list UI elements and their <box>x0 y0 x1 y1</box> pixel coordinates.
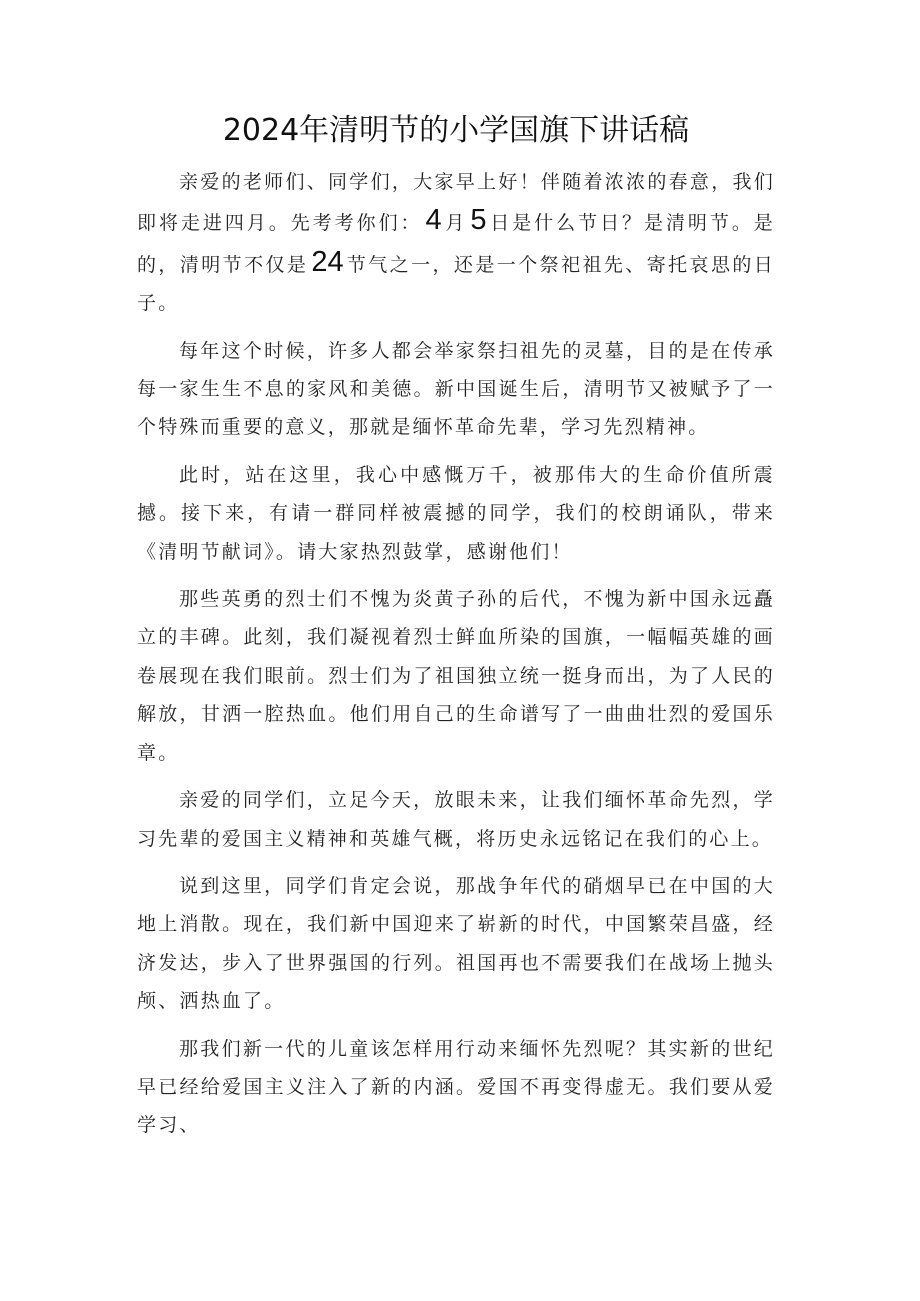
number-4: 4 <box>425 204 442 237</box>
number-5: 5 <box>470 204 487 237</box>
paragraph-6: 说到这里，同学们肯定会说，那战争年代的硝烟早已在中国的大地上消散。现在，我们新中国迎来了崭新的时代，中国繁荣昌盛，经济发达，步入了世界强国的行列。祖国再也不需要我们在战场上抛头颅、洒热血了。 <box>137 874 775 1013</box>
paragraph-3: 此时，站在这里，我心中感慨万千，被那伟大的生命价值所震撼。接下来，有请一群同样被震撼的同学，我们的校朗诵队，带来《清明节献词》。请大家热烈鼓掌，感谢他们！ <box>137 463 775 563</box>
text-span: 月 <box>444 212 468 235</box>
text-span: 亲爱的老师们、同学们，大家早上好！伴随着浓浓的春意，我们即将走进四月。先考考你们： <box>137 171 775 235</box>
paragraph-7: 那我们新一代的儿童该怎样用行动来缅怀先烈呢？其实新的世纪早已经给爱国主义注入了新的内涵。爱国不再变得虚无。我们要从爱学习、 <box>137 1037 775 1137</box>
number-24: 24 <box>311 245 344 278</box>
document-title: 2024年清明节的小学国旗下讲话稿 <box>222 113 690 148</box>
text-span: 节气之一，还是一个祭祀祖先、寄托哀思的日子。 <box>137 253 775 315</box>
document-body <box>137 163 775 1154</box>
paragraph-4: 那些英勇的烈士们不愧为炎黄子孙的后代，不愧为新中国永远矗立的丰碑。此刻，我们凝视着烈士鲜血所染的国旗，一幅幅英雄的画卷展现在我们眼前。烈士们为了祖国独立统一挺身而出，为了人民的解放，甘洒一腔热血。他们用自己的生命谱写了一曲曲壮烈的爱国乐章。 <box>137 588 775 764</box>
paragraph-1 <box>137 163 775 323</box>
paragraph-5: 亲爱的同学们，立足今天，放眼未来，让我们缅怀革命先烈，学习先辈的爱国主义精神和英雄气概，将历史永远铭记在我们的心上。 <box>137 789 775 850</box>
text-span: 日是什么节日？是清明节。是的，清明节不仅是 <box>137 212 776 276</box>
paragraph-2: 每年这个时候，许多人都会举家祭扫祖先的灵墓，目的是在传承每一家生生不息的家风和美德。新中国诞生后，清明节又被赋予了一个特殊而重要的意义，那就是缅怀革命先辈，学习先烈精神。 <box>137 339 775 439</box>
